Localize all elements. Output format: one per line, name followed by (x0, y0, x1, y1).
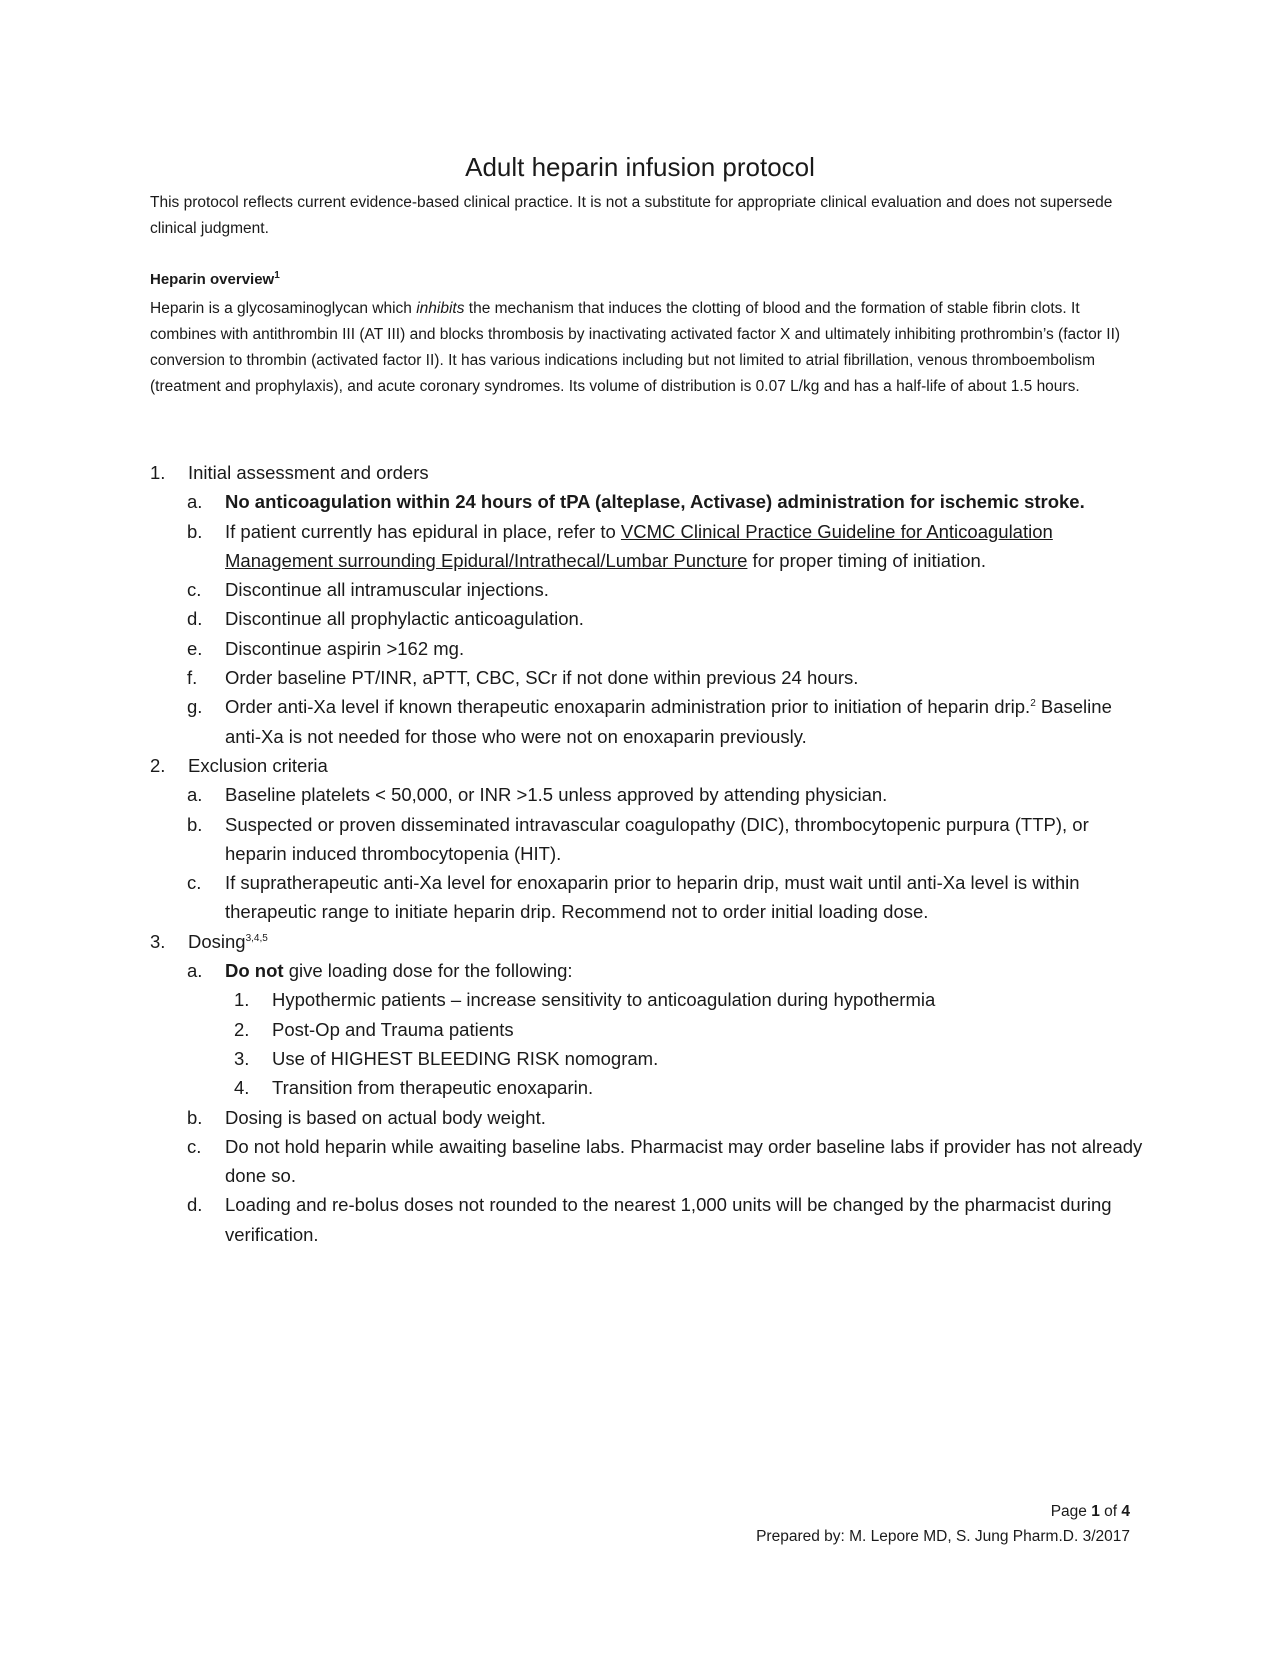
guideline-link[interactable]: VCMC Clinical Practice Guideline for Anticoagulation Management surrounding Epidural/Intrathecal/Lumbar Puncture (225, 520, 1053, 571)
item-text: Discontinue aspirin >162 mg. (225, 637, 465, 659)
item-bold: Do not (225, 960, 284, 982)
item-text: Order baseline PT/INR, aPTT, CBC, SCr if not done within previous 24 hours. (225, 667, 859, 689)
of-word: of (1099, 1503, 1122, 1520)
item-letter: b. (187, 1106, 203, 1128)
item-text: Use of HIGHEST BLEEDING RISK nomogram. (272, 1047, 659, 1069)
overview-heading (150, 271, 1130, 288)
prepared-by: Prepared by: M. Lepore MD, S. Jung Pharm.D. 3/2017 (756, 1528, 1130, 1545)
list-item (150, 1103, 1150, 1132)
item-text: Do not hold heparin while awaiting baseline labs. Pharmacist may order baseline labs if provider has not already done so. (225, 1135, 1143, 1187)
item-text-pre: If patient currently has epidural in place, refer to (225, 520, 621, 542)
overview-ref: 1 (274, 270, 280, 281)
reference-mark: 3,4,5 (245, 932, 268, 944)
protocol-list (150, 458, 1150, 1249)
reference-mark: 2 (1030, 698, 1036, 710)
list-item (150, 956, 1150, 985)
item-text (225, 956, 1150, 985)
item-text: Discontinue all intramuscular injections. (225, 579, 549, 601)
list-item (150, 634, 1150, 663)
item-number: 4. (234, 1077, 250, 1099)
item-text: Dosing is based on actual body weight. (225, 1106, 546, 1128)
item-letter: c. (187, 1135, 202, 1157)
list-item (150, 868, 1150, 927)
item-text: No anticoagulation within 24 hours of tPA (alteplase, Activase) administration for ischemic stroke. (225, 491, 1085, 513)
item-text: Suspected or proven disseminated intravascular coagulopathy (DIC), thrombocytopenic purpura (TTP), or heparin induced thrombocytopenia (HIT). (225, 813, 1089, 864)
overview-paragraph (150, 296, 1140, 400)
sub-list-item (150, 1073, 1150, 1102)
page-word: Page (1050, 1503, 1092, 1520)
item-text: Hypothermic patients – increase sensitivity to anticoagulation during hypothermia (272, 989, 936, 1011)
item-number: 1. (234, 989, 250, 1011)
item-text-post: for proper timing of initiation. (747, 549, 986, 571)
list-item (150, 1190, 1150, 1249)
list-item (150, 517, 1150, 576)
sub-list-item (150, 1044, 1150, 1073)
overview-text-1: Heparin is a glycosaminoglycan which (150, 300, 417, 317)
list-item (150, 692, 1150, 751)
section-number: 1. (150, 462, 166, 483)
sub-list-item (150, 1015, 1150, 1044)
section-title-text: Dosing (188, 930, 246, 952)
item-number: 2. (234, 1018, 250, 1040)
item-text: If supratherapeutic anti-Xa level for enoxaparin prior to heparin drip, must wait until anti-Xa level is within therapeutic range to initiate heparin drip. Recommend not to order initial loading dose. (225, 872, 1080, 923)
page-number (1051, 1503, 1130, 1521)
item-letter: d. (187, 1194, 203, 1216)
section-title: Exclusion criteria (188, 754, 328, 776)
section-2-heading (150, 751, 1150, 780)
page-title: Adult heparin infusion protocol (465, 152, 815, 182)
item-number: 3. (234, 1047, 250, 1069)
item-letter: c. (187, 579, 202, 601)
item-letter: g. (187, 696, 203, 718)
list-item (150, 487, 1150, 516)
item-letter: a. (187, 491, 203, 513)
list-item (150, 1132, 1150, 1191)
overview-text-2: the mechanism that induces the clotting of blood and the formation of stable fibrin clots. It combines with antithrombin III (AT III) and blocks thrombosis by inactivating activated factor X and ultimately inhibiting prothrombin’s (factor II) conversion to thrombin (activated factor II). It has various indications including but not limited to atrial fibrillation, venous thromboembolism (treatment and prophylaxis), and acute coronary syndromes. Its volume of distribution is 0.07 L/kg and has a half-life of about 1.5 hours. (150, 300, 1121, 395)
item-text: Transition from therapeutic enoxaparin. (272, 1077, 594, 1099)
item-letter: e. (187, 637, 203, 659)
item-text: Loading and re-bolus doses not rounded to the nearest 1,000 units will be changed by the pharmacist during verification. (225, 1194, 1112, 1245)
item-text-1: Order anti-Xa level if known therapeutic enoxaparin administration prior to initiation of heparin drip. (225, 696, 1031, 718)
section-number: 2. (150, 754, 166, 776)
total-pages: 4 (1121, 1503, 1130, 1520)
item-text (225, 517, 1150, 576)
sub-list-item (150, 985, 1150, 1014)
section-title: Initial assessment and orders (188, 462, 429, 483)
item-text: Post-Op and Trauma patients (272, 1018, 514, 1040)
section-1-heading (150, 458, 1150, 487)
item-letter: c. (187, 872, 202, 894)
item-letter: f. (187, 667, 198, 689)
item-text: Discontinue all prophylactic anticoagulation. (225, 608, 584, 630)
list-item (150, 810, 1150, 869)
item-letter: b. (187, 813, 203, 835)
item-letter: d. (187, 608, 203, 630)
item-letter: a. (187, 784, 203, 806)
intro-paragraph: This protocol reflects current evidence-based clinical practice. It is not a substitute for appropriate clinical evaluation and does not supersede clinical judgment. (150, 194, 1113, 237)
item-text-2: Baseline anti-Xa is not needed for those who were not on enoxaparin previously. (225, 696, 1112, 747)
section-title (188, 927, 1150, 956)
list-item (150, 604, 1150, 633)
item-text: Baseline platelets < 50,000, or INR >1.5 unless approved by attending physician. (225, 784, 888, 806)
list-item (150, 575, 1150, 604)
list-item (150, 663, 1150, 692)
list-item (150, 780, 1150, 809)
item-text-rest: give loading dose for the following: (283, 960, 573, 982)
section-number: 3. (150, 930, 166, 952)
current-page: 1 (1091, 1503, 1100, 1520)
item-letter: b. (187, 520, 203, 542)
overview-heading-text: Heparin overview (150, 271, 275, 288)
item-letter: a. (187, 960, 203, 982)
section-3-heading (150, 927, 1150, 956)
overview-italic: inhibits (416, 300, 465, 317)
item-text (225, 692, 1150, 751)
